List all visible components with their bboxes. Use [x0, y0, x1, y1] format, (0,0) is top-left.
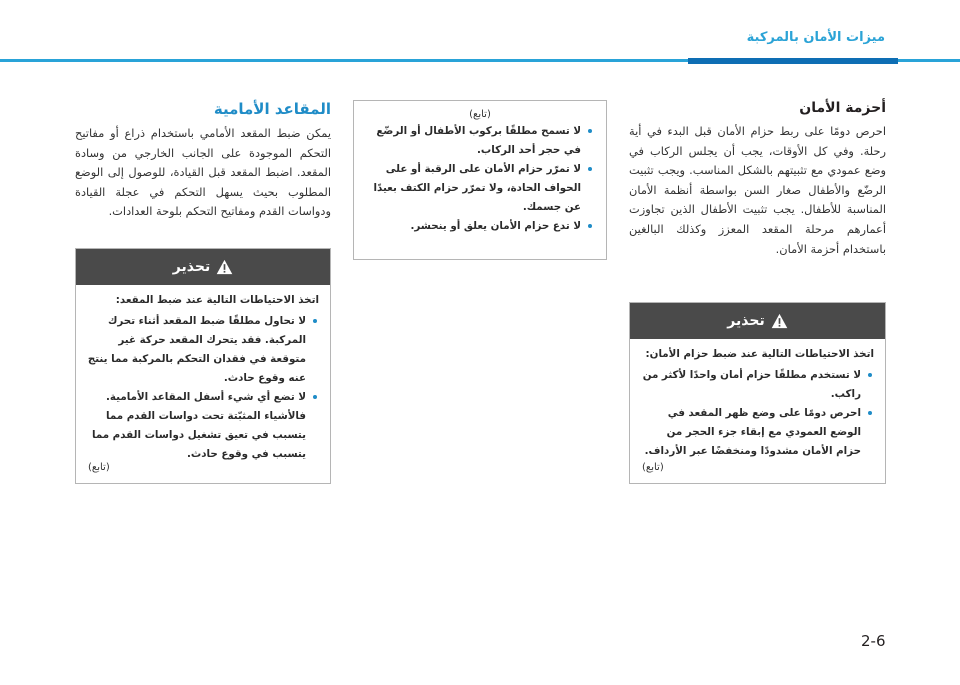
warning-list: [641, 366, 874, 461]
warning-box-seat-belts: [629, 302, 886, 484]
list-item: لا تمرّر حزام الأمان على الرقبة أو على الحواف الحادة، ولا تمرّر حزام الكتف بعيدًا عن جسمك.: [366, 160, 581, 217]
warning-list: [87, 312, 319, 464]
header-rule-tab: [688, 58, 898, 64]
list-item: احرص دومًا على وضع ظهر المقعد في الوضع العمودي مع إبقاء جزء الحجر من حزام الأمان مشدودًا ومنخفضًا عبر الأرداف.: [641, 404, 861, 461]
front-seats-heading: المقاعد الأمامية: [213, 100, 331, 118]
warning-body: [76, 285, 330, 468]
note-box-seat-belts: [353, 100, 607, 260]
list-item: لا تضع أي شيء أسفل المقاعد الأمامية. فالأشياء المثبّتة تحت دواسات القدم مما يتسبب في تعيق تشغيل دواسات القدم مما يتسبب في وقوع حادث.: [87, 388, 306, 464]
header-title: ميزات الأمان بالمركبة: [746, 30, 885, 45]
list-item: لا تدع حزام الأمان يعلق أو ينحشر.: [366, 217, 581, 236]
list-item: لا تسمح مطلقًا بركوب الأطفال أو الرضّع في حجر أحد الركاب.: [366, 122, 581, 160]
warning-box-seats: [75, 248, 331, 484]
continued-label: (تابع): [642, 462, 664, 473]
warning-triangle-icon: [216, 259, 233, 275]
warning-header: [76, 249, 330, 285]
list-item: لا تحاول مطلقًا ضبط المقعد أثناء تحرك المركبة. فقد يتحرك المقعد حركة غير متوقعة في فقدان التحكم بالمركبة مما ينتج عنه وقوع حادث.: [87, 312, 306, 388]
warning-body: [630, 339, 885, 465]
front-seats-section: [75, 100, 331, 222]
seat-belts-body: احرص دومًا على ربط حزام الأمان قبل البدء في أية رحلة. وفي كل الأوقات، يجب أن يجلس الركاب في وضع عمودي مع تثبيتهم بالشكل المناسب. ويجب تثبيت الرضّع والأطفال صغار السن بواسطة أنظمة الأمان المناسبة للأطفال. يجب تثبيت الأطفال الذين تجاوزت أعمارهم مرحلة المقعد المعزز وكذلك البالغين باستخدام أحزمة الأمان.: [629, 124, 886, 256]
warning-triangle-icon: [771, 313, 788, 329]
front-seats-body: يمكن ضبط المقعد الأمامي باستخدام ذراع أو مفاتيح التحكم الموجودة على الجانب الخارجي من وسادة المقعد. اضبط المقعد قبل القيادة، للوصول إلى الوضع المطلوب بحيث يسهل التحكم في عجلة القيادة ودواسات القدم ومفاتيح التحكم بلوحة العدادات.: [75, 126, 331, 219]
note-list: [366, 122, 594, 236]
seat-belts-heading: أحزمة الأمان: [799, 100, 886, 116]
continued-label: (تابع): [88, 462, 110, 473]
warning-label: تحذير: [727, 313, 765, 329]
warning-header: [630, 303, 885, 339]
warning-intro: اتخذ الاحتياطات التالية عند ضبط حزام الأمان:: [645, 348, 874, 360]
warning-label: تحذير: [172, 259, 211, 275]
page-number: 2-6: [861, 632, 886, 650]
seat-belts-section: [629, 100, 886, 259]
warning-intro: اتخذ الاحتياطات التالية عند ضبط المقعد:: [115, 294, 319, 306]
continued-label: (تابع): [469, 109, 491, 120]
list-item: لا تستخدم مطلقًا حزام أمان واحدًا لأكثر من راكب.: [641, 366, 861, 404]
